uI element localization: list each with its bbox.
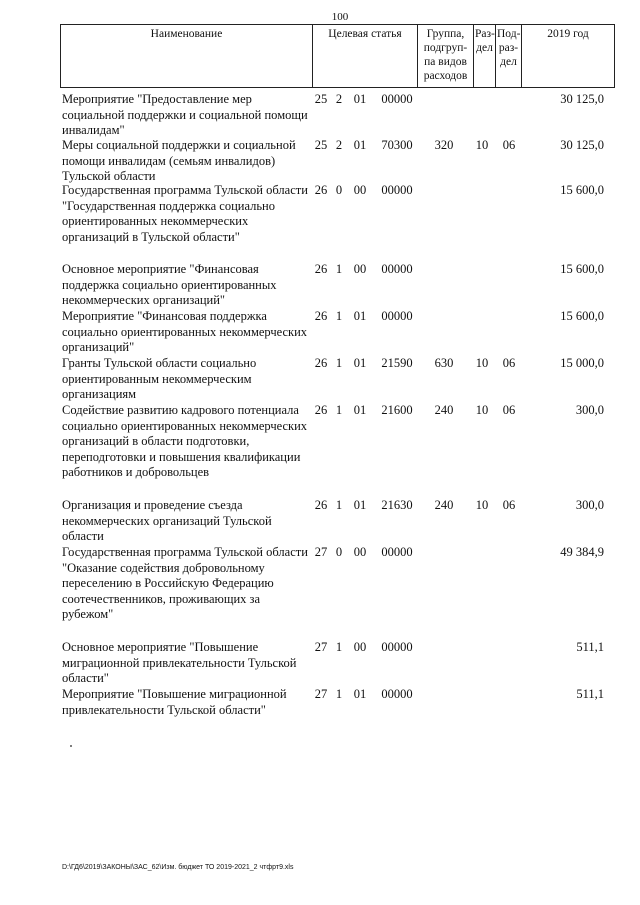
target-subprogram: 1 xyxy=(335,262,343,276)
target-direction: 00000 xyxy=(381,640,413,654)
row-name: Государственная программа Тульской области "Оказание содействия добровольному переселению в Российскую Федерацию соотечественников, проживающих за рубежом" xyxy=(62,545,308,621)
row-name: Мероприятие "Повышение миграционной привлекательности Тульской области" xyxy=(62,687,287,717)
amount-2019: 511,1 xyxy=(576,640,604,654)
target-subprogram: 1 xyxy=(335,403,343,417)
header-subsection-line: раз- xyxy=(498,42,519,54)
header-subsection-line: Под- xyxy=(497,28,521,40)
target-program: 26 xyxy=(314,262,328,276)
header-group-line: па видов xyxy=(424,56,467,68)
target-event: 00 xyxy=(353,640,367,654)
target-direction: 21590 xyxy=(381,356,413,370)
target-event: 01 xyxy=(353,92,367,106)
amount-2019: 30 125,0 xyxy=(560,92,604,106)
amount-2019: 15 600,0 xyxy=(560,183,604,197)
target-program: 26 xyxy=(314,309,328,323)
target-program: 27 xyxy=(314,687,328,701)
header-year: 2019 год xyxy=(522,25,615,88)
target-program: 26 xyxy=(314,403,328,417)
expense-group: 240 xyxy=(434,498,454,512)
amount-2019: 30 125,0 xyxy=(560,138,604,152)
target-event: 01 xyxy=(353,138,367,152)
target-direction: 00000 xyxy=(381,183,413,197)
amount-2019: 49 384,9 xyxy=(560,545,604,559)
target-direction: 21630 xyxy=(381,498,413,512)
target-subprogram: 1 xyxy=(335,687,343,701)
row-name: Меры социальной поддержки и социальной помощи инвалидам (семьям инвалидов) Тульской области xyxy=(62,138,296,183)
amount-2019: 15 000,0 xyxy=(560,356,604,370)
row-name: Организация и проведение съезда некоммерческих организаций Тульской области xyxy=(62,498,272,543)
section: 10 xyxy=(475,403,489,417)
amount-2019: 511,1 xyxy=(576,687,604,701)
header-group-line: Группа, xyxy=(426,28,465,40)
target-event: 01 xyxy=(353,498,367,512)
header-group-line: подгруп- xyxy=(423,42,468,54)
subsection: 06 xyxy=(502,356,516,370)
amount-2019: 15 600,0 xyxy=(560,309,604,323)
target-program: 26 xyxy=(314,183,328,197)
target-subprogram: 0 xyxy=(335,183,343,197)
target-event: 01 xyxy=(353,309,367,323)
expense-group: 320 xyxy=(434,138,454,152)
target-event: 01 xyxy=(353,687,367,701)
target-direction: 00000 xyxy=(381,687,413,701)
target-program: 25 xyxy=(314,92,328,106)
expense-group: 630 xyxy=(434,356,454,370)
target-event: 00 xyxy=(353,262,367,276)
row-name: Государственная программа Тульской области "Государственная поддержка социально ориентированных некоммерческих организаций в Тульской области" xyxy=(62,183,308,244)
row-name: Основное мероприятие "Повышение миграционной привлекательности Тульской области" xyxy=(62,640,297,685)
subsection: 06 xyxy=(502,498,516,512)
amount-2019: 300,0 xyxy=(575,403,604,417)
header-target: Целевая статья xyxy=(313,25,418,88)
target-direction: 00000 xyxy=(381,262,413,276)
target-program: 25 xyxy=(314,138,328,152)
subsection: 06 xyxy=(502,138,516,152)
scan-speck xyxy=(70,745,72,747)
header-section xyxy=(474,25,496,88)
header-name: Наименование xyxy=(61,25,313,88)
header-group-line: расходов xyxy=(423,70,468,82)
file-path-footer: D:\ГД6\2019\ЗАКОНЫ\ЗАС_62\Изм. бюджет ТО 2019-2021_2 чтфрт9.xls xyxy=(62,864,294,871)
header-group xyxy=(418,25,474,88)
header-subsection xyxy=(496,25,522,88)
target-direction: 00000 xyxy=(381,309,413,323)
amount-2019: 300,0 xyxy=(575,498,604,512)
target-subprogram: 1 xyxy=(335,356,343,370)
target-subprogram: 1 xyxy=(335,498,343,512)
amount-2019: 15 600,0 xyxy=(560,262,604,276)
expense-group: 240 xyxy=(434,403,454,417)
target-direction: 21600 xyxy=(381,403,413,417)
section: 10 xyxy=(475,356,489,370)
target-subprogram: 2 xyxy=(335,138,343,152)
target-subprogram: 1 xyxy=(335,640,343,654)
target-program: 26 xyxy=(314,498,328,512)
page-number: 100 xyxy=(331,11,349,23)
target-subprogram: 1 xyxy=(335,309,343,323)
target-subprogram: 2 xyxy=(335,92,343,106)
target-event: 00 xyxy=(353,183,367,197)
row-name: Гранты Тульской области социально ориентированным некоммерческим организациям xyxy=(62,356,257,401)
section: 10 xyxy=(475,138,489,152)
target-program: 27 xyxy=(314,545,328,559)
target-event: 00 xyxy=(353,545,367,559)
header-subsection-line: дел xyxy=(500,56,517,68)
target-direction: 70300 xyxy=(381,138,413,152)
target-direction: 00000 xyxy=(381,92,413,106)
header-section-line: дел xyxy=(476,42,493,54)
target-program: 27 xyxy=(314,640,328,654)
section: 10 xyxy=(475,498,489,512)
target-event: 01 xyxy=(353,403,367,417)
target-event: 01 xyxy=(353,356,367,370)
row-name: Мероприятие "Предоставление мер социальной поддержки и социальной помощи инвалидам" xyxy=(62,92,308,137)
target-direction: 00000 xyxy=(381,545,413,559)
target-program: 26 xyxy=(314,356,328,370)
header-section-line: Раз- xyxy=(475,28,495,40)
row-name: Основное мероприятие "Финансовая поддержка социально ориентированных некоммерческих организаций" xyxy=(62,262,277,307)
row-name: Содействие развитию кадрового потенциала социально ориентированных некоммерческих организаций в области подготовки, переподготовки и повышения квалификации работников и добровольцев xyxy=(62,403,308,479)
target-subprogram: 0 xyxy=(335,545,343,559)
subsection: 06 xyxy=(502,403,516,417)
row-name: Мероприятие "Финансовая поддержка социально ориентированных некоммерческих организаций" xyxy=(62,309,308,354)
budget-table-header xyxy=(60,24,615,88)
